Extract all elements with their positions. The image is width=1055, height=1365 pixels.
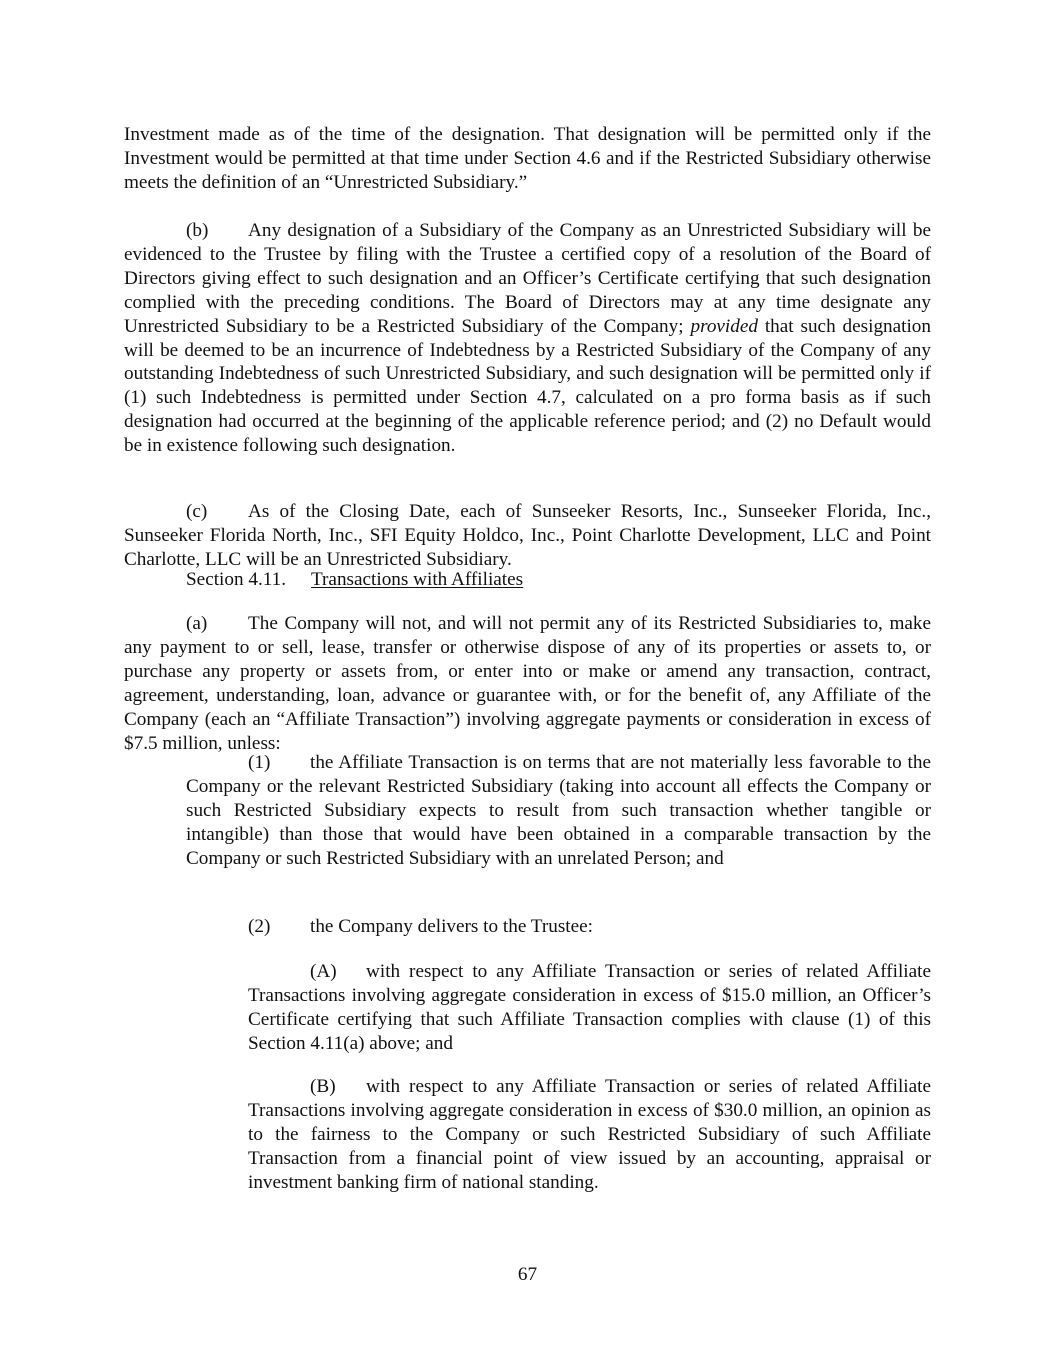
- section-paragraph-a-text: The Company will not, and will not permit any of its Restricted Subsidiaries to, make any payment to or sell, lease, transfer or otherwise dispose of any of its properties or assets to, or purchase any property or assets from, or enter into or make or amend any transaction, contract, agreement, understanding, loan, advance or guarantee with, or for the benefit of, any Affiliate of the Company (each an “Affiliate Transaction”) involving aggregate payments or consideration in excess of $7.5 million, unless:: [124, 613, 931, 754]
- clause-2-text: the Company delivers to the Trustee:: [310, 916, 593, 937]
- clause-A-label: (A): [310, 961, 337, 982]
- section-number: Section 4.11.: [186, 569, 287, 590]
- clause-1-text: the Affiliate Transaction is on terms that are not materially less favorable to the Company or the relevant Restricted Subsidiary (taking into account all effects the Company or such Restricted Subsidiary expects to result from such transaction whether tangible or intangible) than those that would have been obtained in a comparable transaction by the Company or such Restricted Subsidiary with an unrelated Person; and: [186, 752, 931, 869]
- clause-2-label: (2): [248, 916, 271, 937]
- clause-1: [186, 751, 931, 871]
- paragraph-c: [124, 500, 931, 572]
- continuation-paragraph-text: Investment made as of the time of the designation. That designation will be permitted only if the Investment would be permitted at that time under Section 4.6 and if the Restricted Subsidiary otherwise meets the definition of an “Unrestricted Subsidiary.”: [124, 124, 931, 193]
- paragraph-c-text: As of the Closing Date, each of Sunseeker Resorts, Inc., Sunseeker Florida, Inc., Sunseeker Florida North, Inc., SFI Equity Holdco, Inc., Point Charlotte Development, LLC and Point Charlotte, LLC will be an Unrestricted Subsidiary.: [124, 501, 931, 570]
- clause-B: [248, 1075, 931, 1195]
- provided-emphasis: provided: [690, 315, 758, 337]
- section-paragraph-a-label: (a): [186, 613, 208, 634]
- continuation-paragraph: [124, 123, 931, 195]
- clause-2: [248, 915, 931, 939]
- clause-A: [248, 960, 931, 1056]
- clause-A-text: with respect to any Affiliate Transaction or series of related Affiliate Transactions involving aggregate consideration in excess of $15.0 million, an Officer’s Certificate certifying that such Affiliate Transaction complies with clause (1) of this Section 4.11(a) above; and: [248, 961, 931, 1054]
- clause-B-label: (B): [310, 1076, 336, 1097]
- page-number: 67: [517, 1264, 538, 1285]
- paragraph-b: [124, 219, 931, 458]
- section-paragraph-a: [124, 612, 931, 755]
- clause-B-text: with respect to any Affiliate Transaction or series of related Affiliate Transactions involving aggregate consideration in excess of $30.0 million, an opinion as to the fairness to the Company or such Restricted Subsidiary of such Affiliate Transaction from a financial point of view issued by an accounting, appraisal or investment banking firm of national standing.: [248, 1076, 931, 1193]
- clause-1-label: (1): [248, 752, 271, 773]
- section-title: Transactions with Affiliates: [311, 569, 524, 590]
- paragraph-b-label: (b): [186, 220, 209, 241]
- paragraph-b-text: Any designation of a Subsidiary of the Company as an Unrestricted Subsidiary will be evidenced to the Trustee by filing with the Trustee a certified copy of a resolution of the Board of Directors giving effect to such designation and an Officer’s Certificate certifying that such designation complied with the preceding conditions. The Board of Directors may at any time designate any Unrestricted Subsidiary to be a Restricted Subsidiary of the Company;: [124, 220, 931, 337]
- paragraph-b-text-continued: that such designation will be deemed to be an incurrence of Indebtedness by a Restricted Subsidiary of the Company of any outstanding Indebtedness of such Unrestricted Subsidiary, and such designation will be permitted only if (1) such Indebtedness is permitted under Section 4.7, calculated on a pro forma basis as if such designation had occurred at the beginning of the applicable reference period; and (2) no Default would be in existence following such designation.: [124, 315, 931, 457]
- paragraph-c-label: (c): [186, 501, 208, 522]
- section-heading: [186, 568, 523, 592]
